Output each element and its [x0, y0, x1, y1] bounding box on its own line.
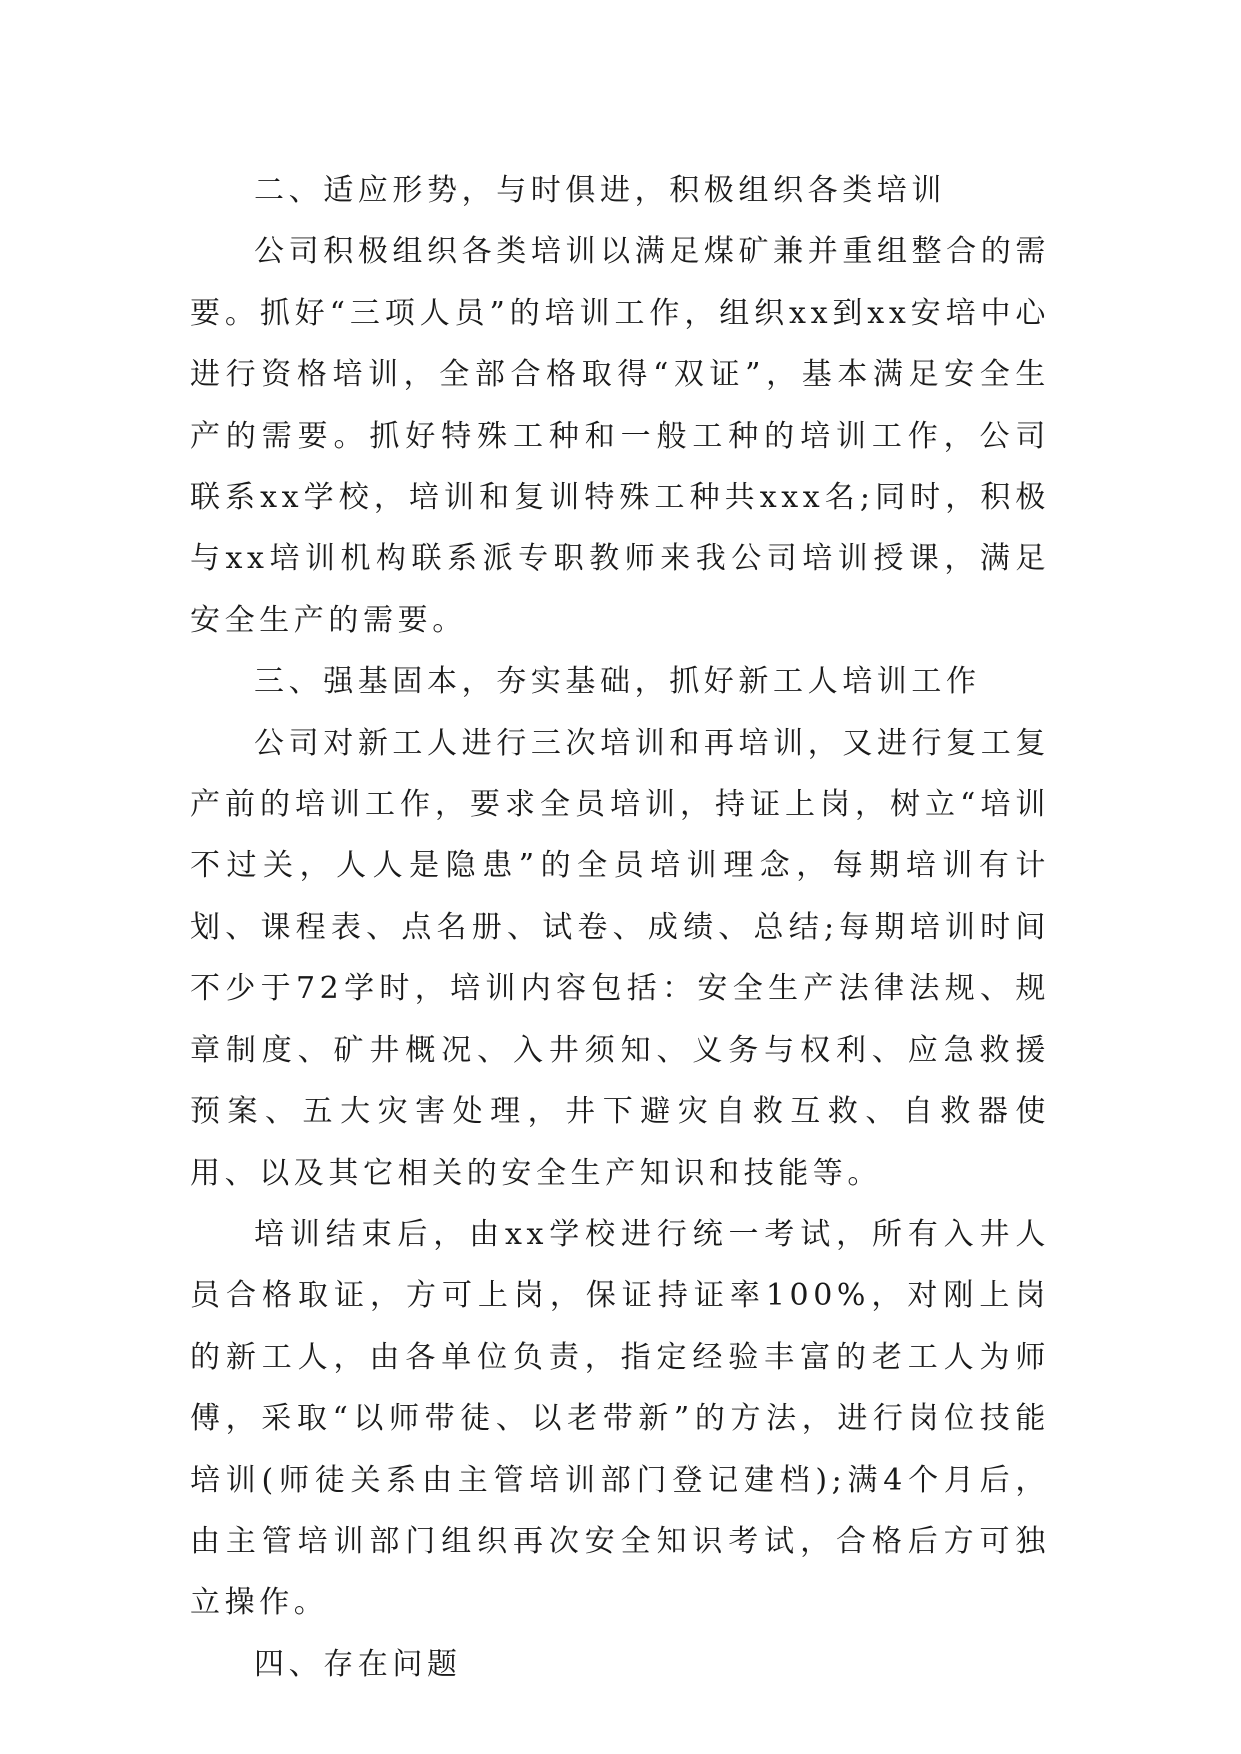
- section-heading-3: 三、强基固本，夯实基础，抓好新工人培训工作: [254, 664, 981, 700]
- document-body: [190, 160, 1050, 1695]
- section-heading-2: 二、适应形势，与时俱进，积极组织各类培训: [254, 173, 946, 208]
- paragraph-training-organization: 公司积极组织各类培训以满足煤矿兼并重组整合的需要。抓好“三项人员”的培训工作，组织xx到xx安培中心进行资格培训，全部合格取得“双证”，基本满足安全生产的需要。抓好特殊工种和一般工种的培训工作，公司联系xx学校，培训和复训特殊工种共xxx名;同时，积极与xx培训机构联系派专职教师来我公司培训授课，满足安全生产的需要。: [190, 234, 1050, 638]
- section-heading-4: 四、存在问题: [254, 1646, 462, 1682]
- paragraph-post-training-exam: 培训结束后，由xx学校进行统一考试，所有入井人员合格取证，方可上岗，保证持证率100%，对刚上岗的新工人，由各单位负责，指定经验丰富的老工人为师傅，采取“以师带徒、以老带新”的方法，进行岗位技能培训(师徒关系由主管培训部门登记建档);满4个月后，由主管培训部门组织再次安全知识考试，合格后方可独立操作。: [190, 1216, 1050, 1621]
- paragraph-new-worker-training: 公司对新工人进行三次培训和再培训，又进行复工复产前的培训工作，要求全员培训，持证上岗，树立“培训不过关，人人是隐患”的全员培训理念，每期培训有计划、课程表、点名册、试卷、成绩、总结;每期培训时间不少于72学时，培训内容包括：安全生产法律法规、规章制度、矿井概况、入井须知、义务与权利、应急救援预案、五大灾害处理，井下避灾自救互救、自救器使用、以及其它相关的安全生产知识和技能等。: [190, 725, 1050, 1191]
